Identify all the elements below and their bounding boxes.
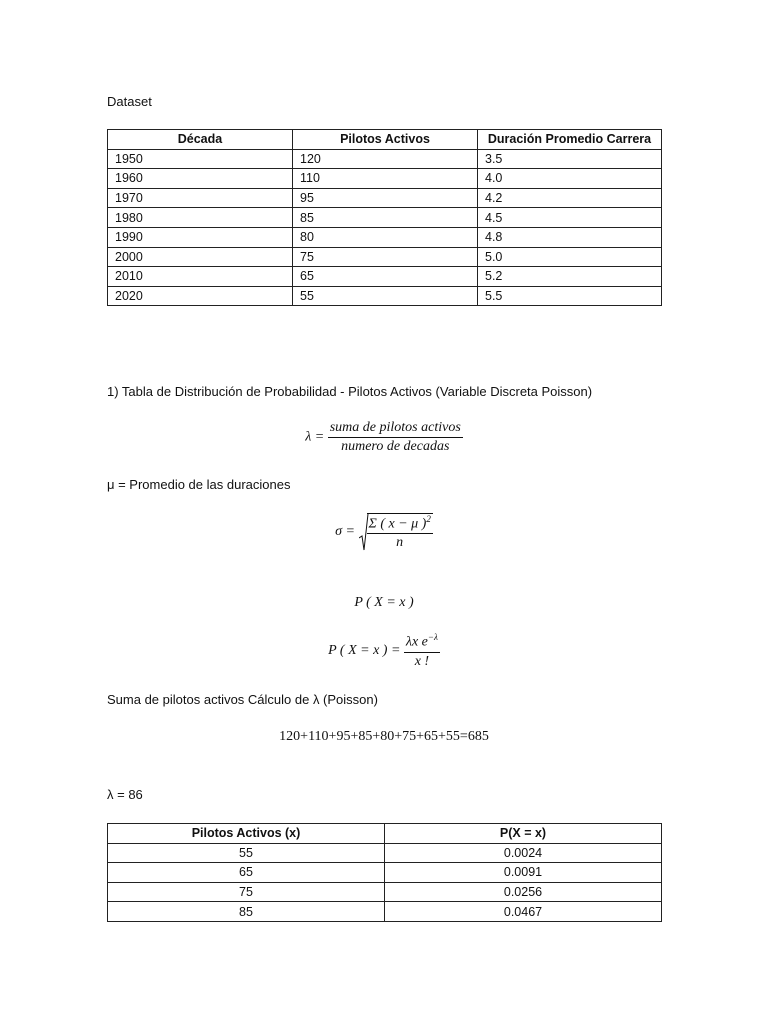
probability-row-cell: 55 (108, 843, 385, 863)
lambda-formula-denominator: numero de decadas (341, 439, 450, 454)
header-pilotos-x: Pilotos Activos (x) (108, 824, 385, 844)
dataset-row-cell: 1990 (108, 227, 293, 247)
poisson-formula-numerator: λx e (405, 634, 428, 650)
header-pilotos: Pilotos Activos (293, 130, 478, 150)
probability-row-cell: 0.0024 (385, 843, 662, 863)
header-decada: Década (108, 130, 293, 150)
dataset-row-cell: 80 (293, 227, 478, 247)
probability-row-cell: 0.0256 (385, 882, 662, 902)
probability-row (108, 843, 662, 863)
dataset-row-cell: 95 (293, 188, 478, 208)
probability-row-cell: 0.0467 (385, 902, 662, 922)
section1-title: 1) Tabla de Distribución de Probabilidad - Pilotos Activos (Variable Discreta Poisson) (107, 384, 593, 399)
mu-definition: μ = Promedio de las duraciones (107, 477, 291, 492)
probability-row (108, 882, 662, 902)
dataset-row-cell: 5.2 (478, 267, 662, 287)
dataset-row (108, 149, 662, 169)
sigma-formula-exponent: 2 (426, 513, 431, 524)
header-probability: P(X = x) (385, 824, 662, 844)
probability-row-cell: 65 (108, 863, 385, 883)
dataset-row-cell: 1950 (108, 149, 293, 169)
sigma-formula (0, 512, 768, 552)
dataset-row-cell: 3.5 (478, 149, 662, 169)
probability-row-cell: 85 (108, 902, 385, 922)
poisson-formula-denominator: x ! (414, 653, 430, 669)
probability-table (107, 823, 662, 922)
lambda-formula-numerator: suma de pilotos activos (328, 420, 463, 438)
dataset-row-cell: 4.8 (478, 227, 662, 247)
dataset-row (108, 188, 662, 208)
dataset-row-cell: 1970 (108, 188, 293, 208)
dataset-row-cell: 2010 (108, 267, 293, 287)
dataset-row-cell: 5.5 (478, 286, 662, 306)
poisson-formula (0, 632, 768, 670)
lambda-formula (0, 420, 768, 455)
probability-row-cell: 0.0091 (385, 863, 662, 883)
probability-row (108, 863, 662, 883)
dataset-row-cell: 1960 (108, 169, 293, 189)
dataset-row (108, 169, 662, 189)
sigma-formula-denominator: n (396, 535, 404, 551)
dataset-row-cell: 5.0 (478, 247, 662, 267)
dataset-row (108, 286, 662, 306)
dataset-row (108, 247, 662, 267)
dataset-row-cell: 4.5 (478, 208, 662, 228)
sigma-formula-numerator: Σ ( x − μ ) (368, 516, 427, 532)
dataset-table-body (108, 149, 662, 306)
header-duracion: Duración Promedio Carrera (478, 130, 662, 150)
dataset-row-cell: 2000 (108, 247, 293, 267)
sigma-formula-lhs: σ = (335, 524, 355, 540)
lambda-value: λ = 86 (107, 787, 143, 802)
probability-row (108, 902, 662, 922)
dataset-table (107, 129, 662, 306)
dataset-label: Dataset (107, 94, 152, 109)
poisson-formula-exponent: −λ (427, 632, 438, 642)
dataset-row-cell: 120 (293, 149, 478, 169)
probability-row-cell: 75 (108, 882, 385, 902)
poisson-formula-lhs: P ( X = x ) = (328, 643, 401, 659)
dataset-row-cell: 1980 (108, 208, 293, 228)
lambda-formula-lhs: λ = (305, 429, 325, 445)
probability-table-body (108, 843, 662, 921)
dataset-row-cell: 2020 (108, 286, 293, 306)
dataset-row-cell: 85 (293, 208, 478, 228)
sum-label: Suma de pilotos activos Cálculo de λ (Poisson) (107, 692, 378, 707)
dataset-row-cell: 4.2 (478, 188, 662, 208)
dataset-row-cell: 65 (293, 267, 478, 287)
dataset-row-cell: 55 (293, 286, 478, 306)
dataset-row (108, 208, 662, 228)
dataset-row-cell: 75 (293, 247, 478, 267)
sum-formula: 120+110+95+85+80+75+65+55=685 (279, 729, 489, 744)
dataset-row-cell: 110 (293, 169, 478, 189)
dataset-row (108, 267, 662, 287)
p-formula: P ( X = x ) (354, 595, 414, 610)
dataset-row-cell: 4.0 (478, 169, 662, 189)
dataset-row (108, 227, 662, 247)
